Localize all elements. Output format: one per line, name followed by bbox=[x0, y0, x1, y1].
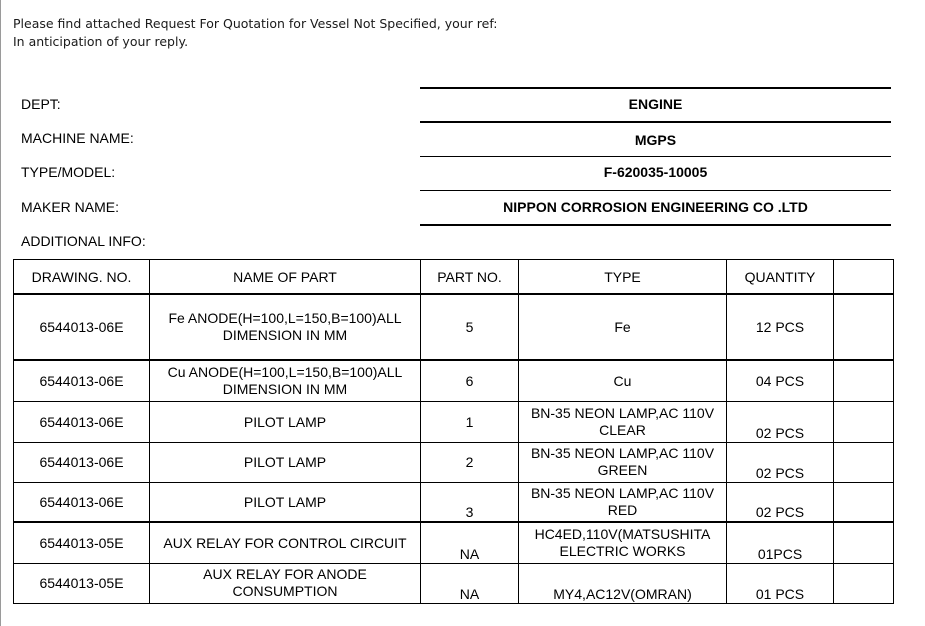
part-no-cell: 6 bbox=[421, 360, 519, 401]
blank-cell bbox=[834, 442, 894, 482]
table-row bbox=[14, 563, 894, 603]
drawing-no-cell: 6544013-05E bbox=[14, 563, 150, 603]
header-rule-3 bbox=[420, 190, 891, 191]
col-header-drawing-no: DRAWING. NO. bbox=[14, 260, 150, 295]
type-cell: HC4ED,110V(MATSUSHITA ELECTRIC WORKS bbox=[519, 522, 727, 563]
blank-cell bbox=[834, 294, 894, 360]
col-header-name-of-part: NAME OF PART bbox=[150, 260, 421, 295]
quantity-cell: 02 PCS bbox=[727, 401, 834, 442]
page-left-border bbox=[0, 0, 1, 626]
type-cell: Fe bbox=[519, 294, 727, 360]
part-name-cell: Cu ANODE(H=100,L=150,B=100)ALL DIMENSION IN MM bbox=[150, 360, 421, 401]
drawing-no-cell: 6544013-06E bbox=[14, 482, 150, 522]
intro-line-1: Please find attached Request For Quotation for Vessel Not Specified, your ref: bbox=[13, 16, 498, 31]
intro-text bbox=[13, 15, 498, 51]
maker-name-label: MAKER NAME: bbox=[21, 199, 120, 215]
type-model-value: F-620035-10005 bbox=[603, 164, 708, 180]
part-name-cell: Fe ANODE(H=100,L=150,B=100)ALL DIMENSION IN MM bbox=[150, 294, 421, 360]
header-rule-top bbox=[420, 87, 891, 89]
drawing-no-cell: 6544013-05E bbox=[14, 522, 150, 563]
machine-name-label: MACHINE NAME: bbox=[21, 130, 134, 146]
type-cell: MY4,AC12V(OMRAN) bbox=[519, 563, 727, 603]
part-no-cell: 3 bbox=[421, 482, 519, 522]
part-no-cell: 2 bbox=[421, 442, 519, 482]
table-row bbox=[14, 522, 894, 563]
table-row bbox=[14, 360, 894, 401]
col-header-blank bbox=[834, 260, 894, 295]
part-no-cell: NA bbox=[421, 563, 519, 603]
blank-cell bbox=[834, 522, 894, 563]
drawing-no-cell: 6544013-06E bbox=[14, 442, 150, 482]
blank-cell bbox=[834, 482, 894, 522]
drawing-no-cell: 6544013-06E bbox=[14, 401, 150, 442]
table-row bbox=[14, 294, 894, 360]
dept-value: ENGINE bbox=[628, 96, 683, 112]
table-header-row bbox=[14, 260, 894, 295]
dept-label: DEPT: bbox=[21, 96, 61, 112]
type-cell: BN-35 NEON LAMP,AC 110V RED bbox=[519, 482, 727, 522]
intro-line-2: In anticipation of your reply. bbox=[13, 34, 189, 49]
part-name-cell: PILOT LAMP bbox=[150, 401, 421, 442]
type-model-label: TYPE/MODEL: bbox=[21, 164, 116, 180]
type-cell: Cu bbox=[519, 360, 727, 401]
part-no-cell: 5 bbox=[421, 294, 519, 360]
table-row bbox=[14, 442, 894, 482]
part-no-cell: NA bbox=[421, 522, 519, 563]
quantity-cell: 12 PCS bbox=[727, 294, 834, 360]
part-name-cell: AUX RELAY FOR ANODE CONSUMPTION bbox=[150, 563, 421, 603]
col-header-quantity: QUANTITY bbox=[727, 260, 834, 295]
parts-table bbox=[13, 259, 894, 604]
quantity-cell: 01 PCS bbox=[727, 563, 834, 603]
blank-cell bbox=[834, 401, 894, 442]
header-rule-1 bbox=[420, 121, 891, 123]
part-name-cell: PILOT LAMP bbox=[150, 442, 421, 482]
part-name-cell: PILOT LAMP bbox=[150, 482, 421, 522]
header-rule-2 bbox=[420, 156, 891, 157]
type-cell: BN-35 NEON LAMP,AC 110V CLEAR bbox=[519, 401, 727, 442]
quantity-cell: 04 PCS bbox=[727, 360, 834, 401]
quantity-cell: 02 PCS bbox=[727, 482, 834, 522]
machine-name-value: MGPS bbox=[634, 132, 677, 148]
col-header-type: TYPE bbox=[519, 260, 727, 295]
maker-name-value: NIPPON CORROSION ENGINEERING CO .LTD bbox=[503, 199, 808, 215]
table-row bbox=[14, 482, 894, 522]
additional-info-label: ADDITIONAL INFO: bbox=[21, 233, 146, 249]
quantity-cell: 01PCS bbox=[727, 522, 834, 563]
header-rule-4 bbox=[420, 224, 891, 226]
drawing-no-cell: 6544013-06E bbox=[14, 294, 150, 360]
part-no-cell: 1 bbox=[421, 401, 519, 442]
col-header-part-no: PART NO. bbox=[421, 260, 519, 295]
blank-cell bbox=[834, 563, 894, 603]
quantity-cell: 02 PCS bbox=[727, 442, 834, 482]
table-row bbox=[14, 401, 894, 442]
part-name-cell: AUX RELAY FOR CONTROL CIRCUIT bbox=[150, 522, 421, 563]
drawing-no-cell: 6544013-06E bbox=[14, 360, 150, 401]
type-cell: BN-35 NEON LAMP,AC 110V GREEN bbox=[519, 442, 727, 482]
blank-cell bbox=[834, 360, 894, 401]
